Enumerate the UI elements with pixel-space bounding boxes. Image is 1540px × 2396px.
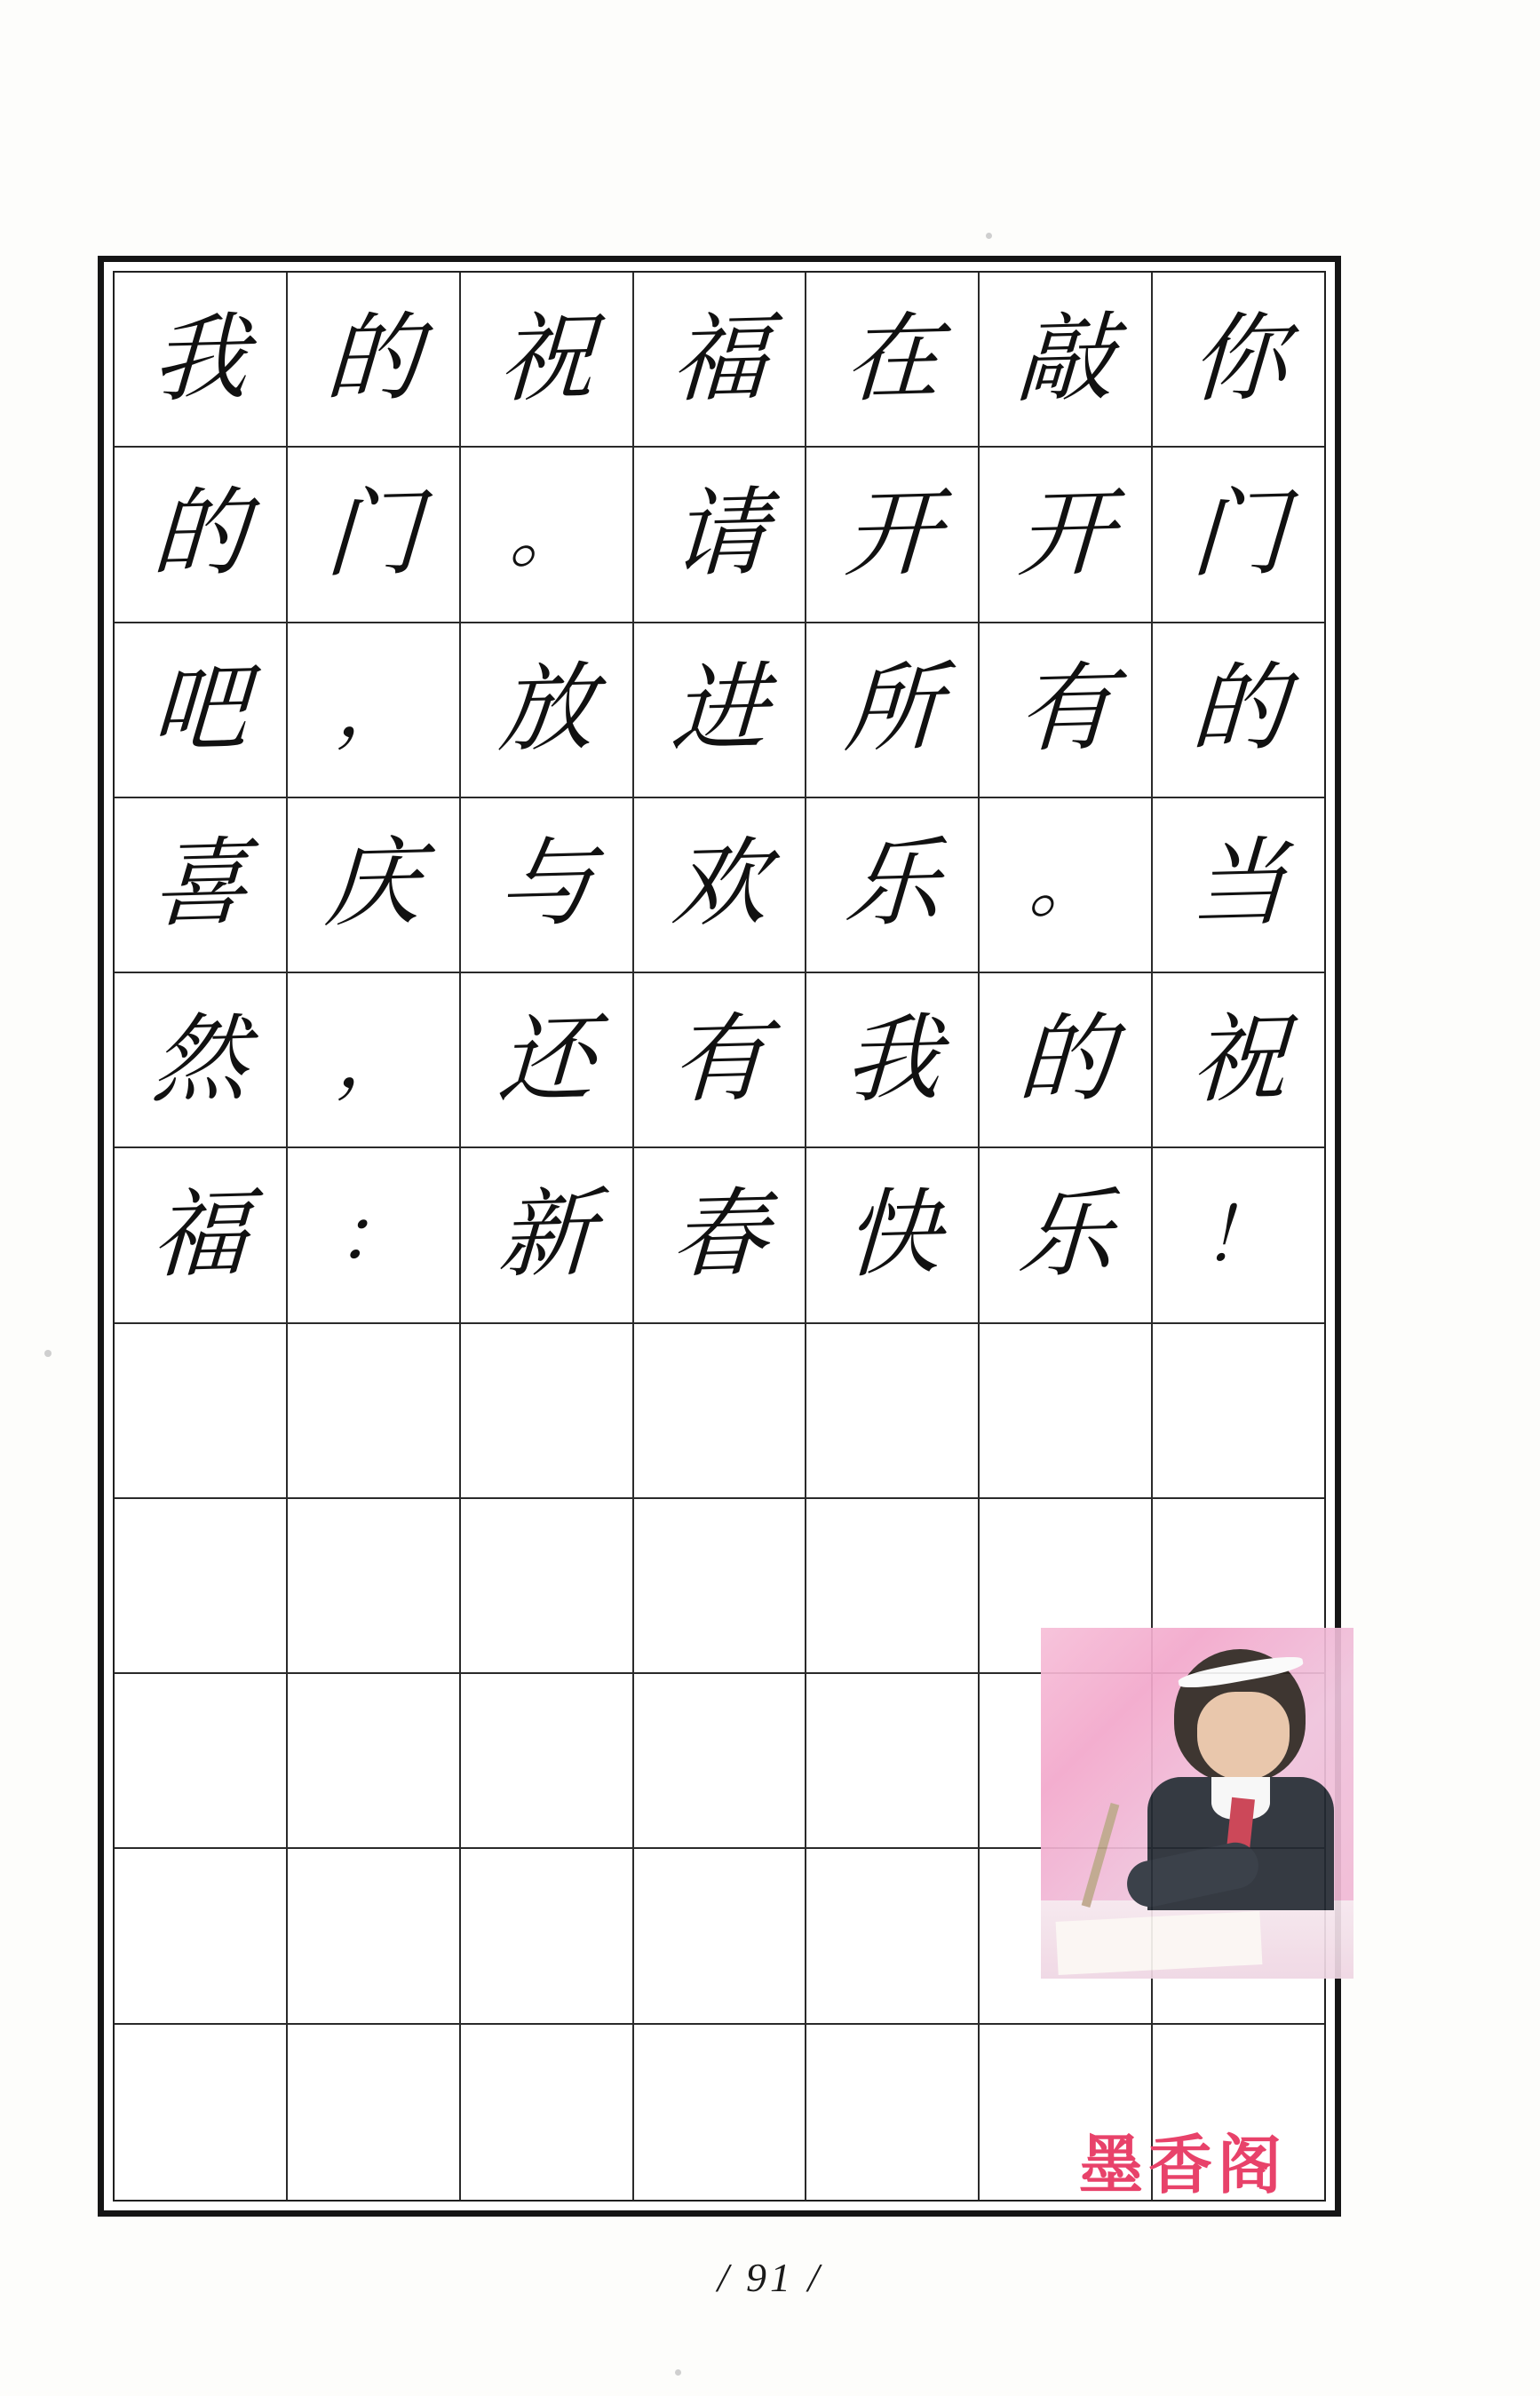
grid-row (115, 1324, 1324, 1499)
grid-cell[interactable] (980, 623, 1153, 798)
grid-cell[interactable] (806, 798, 980, 973)
grid-cell[interactable] (115, 1849, 288, 2024)
grid-cell[interactable] (634, 973, 807, 1148)
character: 喜 (149, 828, 251, 941)
character: 门 (322, 477, 425, 591)
character: 在 (842, 302, 943, 417)
grid-cell[interactable] (1153, 623, 1324, 798)
grid-cell[interactable] (115, 448, 288, 623)
grid-cell[interactable] (634, 273, 807, 448)
grid-cell[interactable] (288, 448, 461, 623)
grid-cell[interactable] (288, 623, 461, 798)
grid-cell[interactable] (1153, 1148, 1324, 1323)
grid-cell[interactable] (634, 448, 807, 623)
grid-cell[interactable] (806, 1849, 980, 2024)
grid-cell[interactable] (634, 1148, 807, 1323)
character: 放 (496, 652, 597, 766)
grid-cell[interactable] (980, 1148, 1153, 1323)
grid-cell[interactable] (115, 1148, 288, 1323)
character: 快 (842, 1178, 943, 1292)
grid-cell[interactable] (115, 273, 288, 448)
grid-cell[interactable] (980, 1324, 1153, 1499)
grid-cell[interactable] (288, 2025, 461, 2200)
character: 吧 (149, 652, 251, 766)
grid-cell[interactable] (634, 1324, 807, 1499)
character: 祝 (496, 302, 597, 417)
character: 的 (1014, 1003, 1116, 1117)
grid-cell[interactable] (634, 623, 807, 798)
grid-cell[interactable] (980, 973, 1153, 1148)
character: 然 (149, 1003, 251, 1117)
grid-cell[interactable] (1153, 273, 1324, 448)
character: 。 (509, 490, 584, 578)
grid-cell[interactable] (461, 2025, 634, 2200)
grid-cell[interactable] (115, 1499, 288, 1674)
grid-cell[interactable] (288, 798, 461, 973)
grid-cell[interactable] (806, 1674, 980, 1849)
grid-cell[interactable] (461, 1674, 634, 1849)
grid-row (115, 448, 1324, 623)
character: 门 (1187, 477, 1290, 591)
character: 庆 (322, 828, 425, 941)
grid-cell[interactable] (288, 973, 461, 1148)
grid-cell[interactable] (461, 448, 634, 623)
watermark-logo: 墨香阁 (1079, 2128, 1288, 2202)
grid-cell[interactable] (806, 273, 980, 448)
character: ！ (1201, 1191, 1276, 1279)
grid-cell[interactable] (806, 973, 980, 1148)
grid-cell[interactable] (980, 798, 1153, 973)
grid-cell[interactable] (461, 623, 634, 798)
character: 开 (1014, 477, 1116, 591)
character: 当 (1187, 828, 1290, 941)
face (1197, 1692, 1290, 1781)
pen (1082, 1803, 1120, 1908)
character: 的 (149, 477, 251, 591)
character: 欢 (669, 828, 770, 941)
character: 进 (669, 652, 770, 766)
grid-cell[interactable] (806, 448, 980, 623)
character: 的 (1187, 652, 1290, 766)
grid-cell[interactable] (461, 1324, 634, 1499)
grid-cell[interactable] (461, 273, 634, 448)
grid-cell[interactable] (288, 1849, 461, 2024)
character: 敲 (1014, 302, 1116, 417)
character: 新 (496, 1178, 597, 1292)
character: 春 (669, 1178, 770, 1292)
grid-cell[interactable] (288, 1324, 461, 1499)
grid-cell[interactable] (115, 973, 288, 1148)
grid-cell[interactable] (634, 1674, 807, 1849)
character: 福 (149, 1178, 251, 1292)
grid-row (115, 623, 1324, 798)
grid-cell[interactable] (461, 1849, 634, 2024)
character: ： (336, 1191, 411, 1279)
student-writing-photo (1041, 1628, 1353, 1979)
grid-cell[interactable] (634, 2025, 807, 2200)
grid-row (115, 1148, 1324, 1323)
grid-cell[interactable] (288, 1499, 461, 1674)
character: 所 (842, 652, 943, 766)
character: 乐 (1014, 1178, 1116, 1292)
character: 我 (149, 302, 251, 417)
character: 的 (322, 302, 425, 417)
page-number: / 91 / (717, 2255, 823, 2300)
paper (1056, 1911, 1263, 1975)
grid-cell[interactable] (806, 1499, 980, 1674)
grid-cell[interactable] (634, 798, 807, 973)
grid-cell[interactable] (461, 798, 634, 973)
grid-cell[interactable] (288, 273, 461, 448)
grid-cell[interactable] (980, 448, 1153, 623)
character: ， (336, 666, 411, 754)
character: 你 (1187, 302, 1290, 417)
grid-cell[interactable] (115, 623, 288, 798)
character: 我 (842, 1003, 943, 1117)
grid-cell[interactable] (461, 973, 634, 1148)
grid-cell[interactable] (115, 1324, 288, 1499)
character: 福 (669, 302, 770, 417)
grid-cell[interactable] (806, 1148, 980, 1323)
grid-cell[interactable] (115, 1674, 288, 1849)
character: 乐 (842, 828, 943, 941)
grid-cell[interactable] (806, 1324, 980, 1499)
grid-cell[interactable] (1153, 448, 1324, 623)
character: 与 (496, 828, 597, 941)
character: 请 (669, 477, 770, 591)
grid-row (115, 798, 1324, 973)
grid-row (115, 273, 1324, 448)
character: 有 (669, 1003, 770, 1117)
grid-cell[interactable] (806, 2025, 980, 2200)
character: 。 (1028, 841, 1103, 929)
grid-cell[interactable] (634, 1499, 807, 1674)
character: 开 (842, 477, 943, 591)
grid-cell[interactable] (461, 1148, 634, 1323)
character: 还 (496, 1003, 597, 1117)
grid-cell[interactable] (288, 1148, 461, 1323)
character: 有 (1014, 652, 1116, 766)
grid-row (115, 973, 1324, 1148)
character: ， (336, 1016, 411, 1104)
grid-cell[interactable] (288, 1674, 461, 1849)
grid-cell[interactable] (1153, 798, 1324, 973)
grid-cell[interactable] (115, 2025, 288, 2200)
grid-cell[interactable] (634, 1849, 807, 2024)
grid-cell[interactable] (461, 1499, 634, 1674)
grid-cell[interactable] (1153, 973, 1324, 1148)
grid-cell[interactable] (115, 798, 288, 973)
character: 祝 (1187, 1003, 1290, 1117)
grid-cell[interactable] (806, 623, 980, 798)
grid-cell[interactable] (1153, 1324, 1324, 1499)
grid-cell[interactable] (980, 273, 1153, 448)
